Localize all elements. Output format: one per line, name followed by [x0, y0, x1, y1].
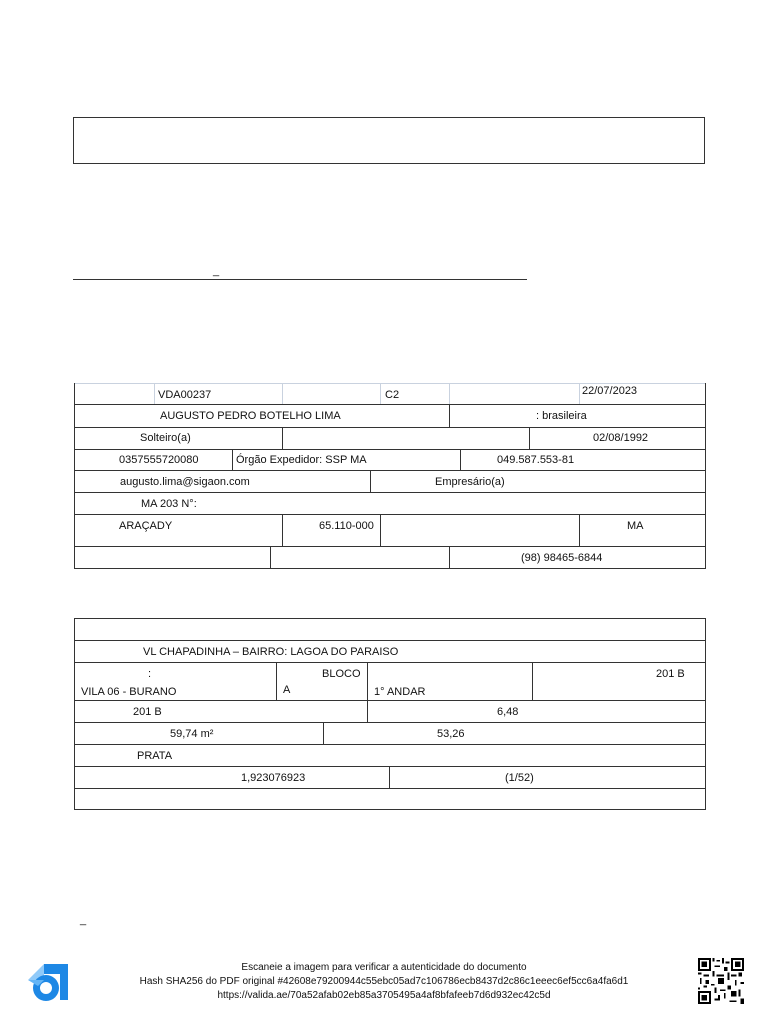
- category-code: C2: [385, 389, 400, 401]
- unit-area: 59,74 m²: [170, 728, 214, 740]
- hash-text: Hash SHA256 do PDF original #42608e79200944c55ebc05ad7c106786ecb8437d2c86c1eeec6ef5cc6a4fa6d1: [139, 976, 629, 987]
- contract-code: VDA00237: [158, 389, 212, 401]
- verify-link[interactable]: https://valida.ae/70a52afab02eb85a3705495a4af8bfafeeb7d6d932ec42c5d: [217, 990, 551, 1001]
- building-name: VILA 06 - BURANO: [81, 686, 177, 698]
- nationality: : brasileira: [536, 410, 587, 422]
- signature-line: [73, 279, 527, 280]
- value-53-26: 53,26: [437, 728, 465, 740]
- qr-code-icon[interactable]: [698, 958, 744, 1004]
- phone: (98) 98465-6844: [521, 552, 603, 564]
- block-value: A: [283, 684, 291, 696]
- header-box: [73, 117, 705, 164]
- fraction: (1/52): [505, 772, 534, 784]
- block-label: BLOCO: [322, 668, 361, 680]
- underline-dash: _: [213, 265, 220, 277]
- unit-type: PRATA: [137, 750, 173, 762]
- bottom-dash: _: [80, 914, 87, 926]
- profession: Empresário(a): [435, 476, 505, 488]
- unit-location: VL CHAPADINHA – BAIRRO: LAGOA DO PARAISO: [143, 646, 399, 658]
- street-address: MA 203 N°:: [141, 498, 197, 510]
- district: ARAÇADY: [119, 520, 173, 532]
- verify-instruction: Escaneie a imagem para verificar a autenticidade do documento: [241, 962, 527, 973]
- contract-date: 22/07/2023: [582, 385, 638, 397]
- fraction-decimal: 1,923076923: [241, 772, 306, 784]
- marital-status: Solteiro(a): [140, 432, 191, 444]
- buyer-name: AUGUSTO PEDRO BOTELHO LIMA: [160, 410, 341, 422]
- cpf-number: 049.587.553-81: [497, 454, 575, 466]
- value-6-48: 6,48: [497, 706, 519, 718]
- birth-date: 02/08/1992: [593, 432, 649, 444]
- floor: 1° ANDAR: [374, 686, 426, 698]
- zip-code: 65.110-000: [319, 520, 374, 532]
- rg-number: 0357555720080: [119, 454, 199, 466]
- state: MA: [627, 520, 644, 532]
- unit-number: 201 B: [133, 706, 162, 718]
- unit-number-right: 201 B: [656, 668, 685, 680]
- building-colon: :: [148, 668, 152, 680]
- rg-issuer: Órgão Expedidor: SSP MA: [236, 454, 367, 466]
- email: augusto.lima@sigaon.com: [120, 476, 250, 488]
